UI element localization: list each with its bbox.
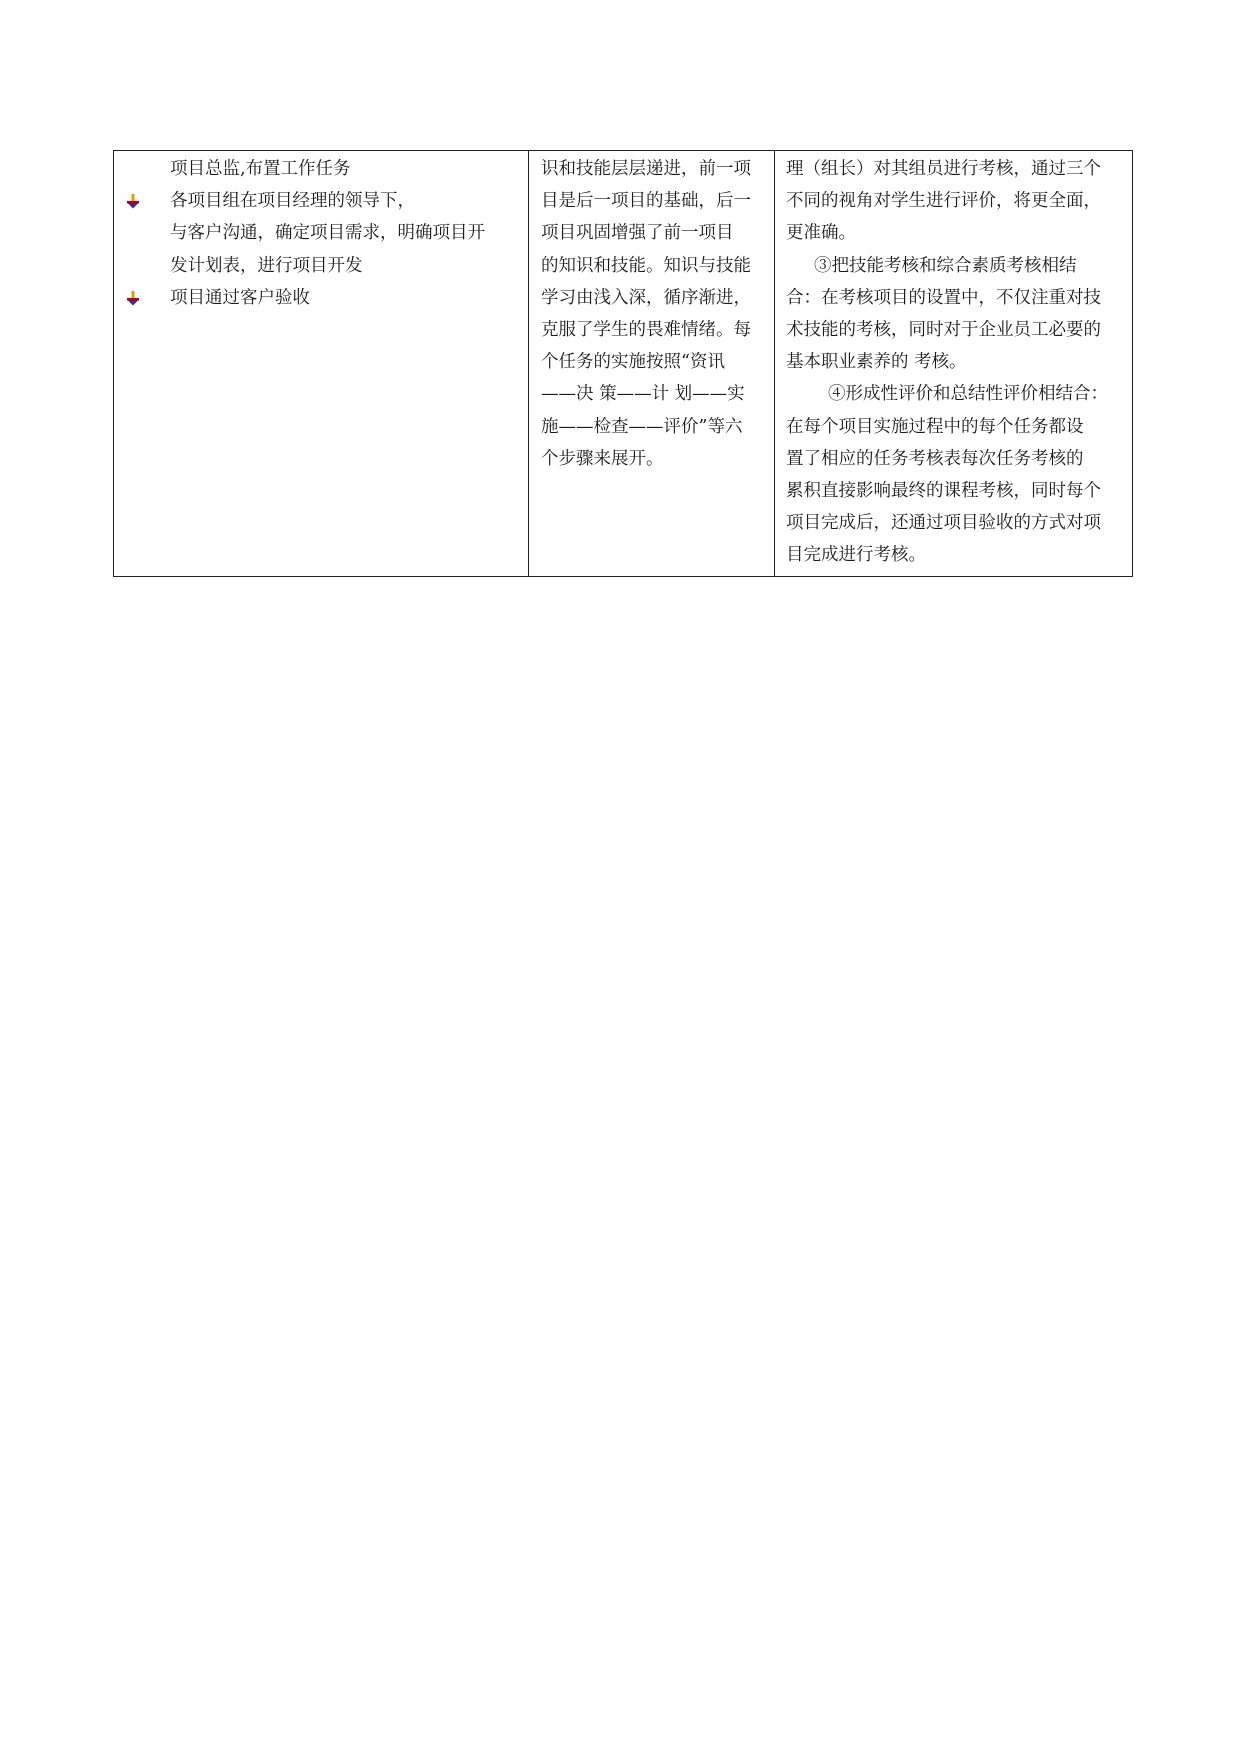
column-3-line: 目完成进行考核。 — [786, 545, 926, 566]
column-1-text — [114, 151, 528, 314]
column-3-line: ③把技能考核和综合素质考核相结 — [814, 255, 1077, 276]
column-3-line: 累积直接影响最终的课程考核，同时每个 — [786, 481, 1101, 502]
column-1-line — [114, 153, 528, 185]
column-3-line: 项目完成后，还通过项目验收的方式对项 — [786, 513, 1101, 534]
column-3-line: 置了相应的任务考核表每次任务考核的 — [786, 448, 1084, 469]
column-3-line: 理（组长）对其组员进行考核，通过三个 — [786, 159, 1101, 179]
arrow-down-bullet-icon — [125, 193, 141, 209]
column-1-line-text: 项目总监,布置工作任务 — [170, 159, 351, 179]
column-1-line-text: 与客户沟通，确定项目需求，明确项目开 — [170, 223, 485, 244]
column-2-text — [529, 151, 774, 475]
column-2-line: 克服了学生的畏难情绪。每 — [541, 320, 751, 341]
column-3-cell — [775, 151, 1133, 577]
column-3-line: 合：在考核项目的设置中，不仅注重对技 — [786, 287, 1101, 308]
column-3-line: 术技能的考核，同时对于企业员工必要的 — [786, 320, 1101, 341]
column-3-line: 更准确。 — [786, 223, 856, 244]
column-3-line: 在每个项目实施过程中的每个任务都设 — [786, 416, 1084, 437]
table-row — [114, 151, 1133, 577]
column-2-line: 项目巩固增强了前一项目 — [541, 223, 734, 244]
column-1-cell — [114, 151, 529, 577]
column-3-line: 基本职业素养的 考核。 — [786, 352, 967, 373]
column-2-line: ——决 策——计 划——实 — [541, 384, 745, 405]
column-3-line: ④形成性评价和总结性评价相结合： — [828, 384, 1108, 405]
column-2-line: 个步骤来展开。 — [541, 448, 664, 469]
column-1-line — [114, 217, 528, 249]
content-table — [113, 150, 1133, 577]
column-2-line: 施——检查——评价”等六 — [541, 416, 743, 437]
column-1-line — [114, 282, 528, 314]
column-2-line: 个任务的实施按照“资讯 — [541, 352, 725, 373]
column-3-text — [775, 151, 1132, 572]
column-2-line: 目是后一项目的基础，后一 — [541, 191, 751, 212]
column-2-line: 的知识和技能。知识与技能 — [541, 255, 751, 276]
column-1-line — [114, 250, 528, 282]
arrow-down-bullet-icon — [125, 290, 141, 306]
column-2-line: 学习由浅入深，循序渐进， — [541, 287, 751, 308]
column-2-line: 识和技能层层递进，前一项 — [541, 159, 751, 179]
column-1-line — [114, 185, 528, 217]
column-3-line: 不同的视角对学生进行评价，将更全面， — [786, 191, 1101, 212]
column-1-line-text: 项目通过客户验收 — [170, 287, 310, 308]
column-1-line-text: 各项目组在项目经理的领导下， — [170, 191, 415, 212]
column-2-cell — [529, 151, 775, 577]
column-1-line-text: 发计划表，进行项目开发 — [170, 255, 363, 276]
